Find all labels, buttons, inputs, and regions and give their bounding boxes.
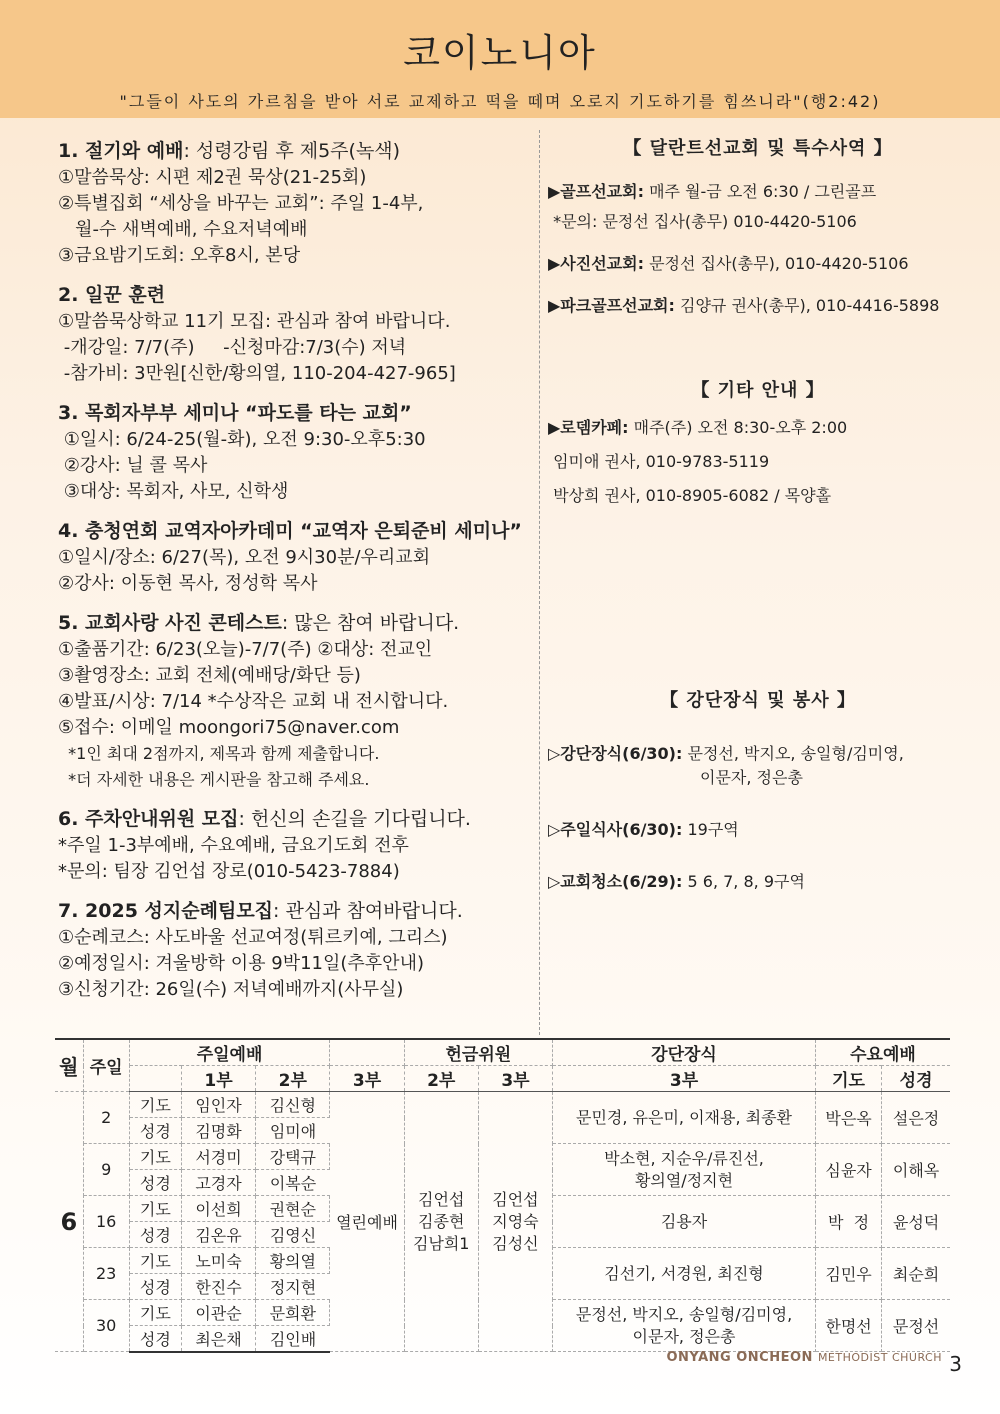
heading-title: 1. 절기와 예배 — [58, 140, 184, 162]
sunday-duty-cell: 최은채 — [181, 1326, 255, 1352]
announcement-line: ③대상: 목회자, 사모, 신학생 — [58, 481, 289, 502]
week-cell: 2 — [83, 1092, 129, 1144]
page-title: 코이노니아 — [403, 31, 597, 75]
announcement-heading — [58, 610, 538, 637]
announcement-line: ②특별집회 “세상을 바꾸는 교회”: 주일 1-4부, — [58, 193, 424, 214]
ministry-item — [548, 818, 968, 842]
ministry-label: ▷강단장식(6/30): — [548, 744, 683, 763]
header-2bu: 2부 — [256, 1066, 330, 1092]
heading-title: 3. 목회자부부 세미나 “파도를 타는 교회” — [58, 402, 412, 424]
offering-2bu-cell: 김언섭 김종현 김남희1 — [404, 1092, 478, 1352]
announcement-section — [58, 518, 538, 597]
heading-title: 5. 교회사랑 사진 콘테스트 — [58, 612, 282, 634]
column-divider — [539, 130, 540, 1035]
ministry-column — [548, 130, 968, 902]
sunday-duty-cell: 김영신 — [256, 1222, 330, 1248]
announcement-section — [58, 898, 538, 1003]
week-cell: 9 — [83, 1144, 129, 1196]
announcement-line: -참가비: 3만원[신한/황의열, 110-204-427-965] — [58, 363, 456, 384]
wed-prayer-cell: 한명선 — [815, 1300, 881, 1352]
sunday-duty-cell: 임인자 — [181, 1092, 255, 1118]
ministry-text: 문정선, 박지오, 송일형/김미영, — [682, 744, 904, 763]
announcement-section — [58, 400, 538, 505]
announcement-section — [58, 806, 538, 885]
sunday-duty-cell: 기도 — [129, 1300, 181, 1326]
sunday-duty-cell: 이복순 — [256, 1170, 330, 1196]
sunday-duty-cell: 성경 — [129, 1222, 181, 1248]
ministry-item — [548, 742, 968, 790]
sunday-duty-cell: 기도 — [129, 1092, 181, 1118]
ministry-item — [548, 252, 968, 276]
ministry-item — [548, 870, 968, 894]
ministry-item — [548, 210, 968, 234]
ministry-label: ▶로뎀카페: — [548, 418, 629, 437]
sunday-duty-cell: 성경 — [129, 1170, 181, 1196]
altar-cell: 김용자 — [553, 1196, 816, 1248]
wed-bible-cell: 문정선 — [882, 1300, 950, 1352]
header-banner — [0, 0, 1000, 118]
announcement-line: ②예정일시: 겨울방학 이용 9박11일(추후안내) — [58, 953, 424, 974]
announcement-section — [58, 610, 538, 793]
ministry-label: ▶파크골프선교회: — [548, 296, 675, 315]
header-altar-3bu: 3부 — [553, 1066, 816, 1092]
wed-bible-cell: 설은정 — [882, 1092, 950, 1144]
altar-cell: 문정선, 박지오, 송일형/김미영, 이문자, 정은총 — [553, 1300, 816, 1352]
announcement-line: ①일시/장소: 6/27(목), 오전 9시30분/우리교회 — [58, 547, 431, 568]
header-offering-3bu: 3부 — [478, 1066, 552, 1092]
altar-cell: 김선기, 서경원, 최진형 — [553, 1248, 816, 1300]
announcement-line: ②강사: 이동현 목사, 정성학 목사 — [58, 573, 318, 594]
header-verse: "그들이 사도의 가르침을 받아 서로 교제하고 떡을 떼며 오로지 기도하기를 힘쓰니라"(행2:42) — [119, 92, 881, 111]
sunday-duty-cell: 이선희 — [181, 1196, 255, 1222]
sunday-duty-cell: 기도 — [129, 1196, 181, 1222]
announcement-heading — [58, 282, 538, 309]
brand-sub: METHODIST CHURCH — [817, 1351, 942, 1364]
header-blank — [129, 1066, 181, 1092]
ministry-text: 매주(주) 오전 8:30-오후 2:00 — [628, 418, 848, 437]
announcement-line: 월-수 새벽예배, 수요저녁예배 — [58, 219, 308, 240]
header-altar: 강단장식 — [553, 1039, 816, 1066]
announcement-section — [58, 282, 538, 387]
announcement-heading — [58, 518, 538, 545]
ministry-text: 임미애 권사, 010-9783-5119 — [548, 452, 770, 471]
wed-bible-cell: 최순희 — [882, 1248, 950, 1300]
heading-subtitle: : 관심과 참여바랍니다. — [273, 900, 463, 922]
announcement-section — [58, 138, 538, 269]
sunday-duty-cell: 강택규 — [256, 1144, 330, 1170]
header-sunday-worship: 주일예배 — [129, 1039, 330, 1066]
announcements-column — [58, 138, 538, 1016]
ministry-item — [548, 180, 968, 204]
sunday-duty-cell: 성경 — [129, 1118, 181, 1144]
wed-prayer-cell: 심윤자 — [815, 1144, 881, 1196]
heading-subtitle: : 많은 참여 바랍니다. — [281, 612, 460, 634]
offering-3bu-cell: 김언섭 지영숙 김성신 — [478, 1092, 552, 1352]
other-info-heading: 【 기타 안내 】 — [691, 380, 825, 401]
ministry-text: 문정선 집사(총무), 010-4420-5106 — [643, 254, 909, 273]
announcement-line: ①일시: 6/24-25(월-화), 오전 9:30-오후5:30 — [58, 429, 426, 450]
ministry-label: ▷교회청소(6/29): — [548, 872, 683, 891]
header-week: 주일 — [83, 1039, 129, 1092]
announcement-heading — [58, 898, 538, 925]
sunday-duty-cell: 정지현 — [256, 1274, 330, 1300]
ministry-label: ▷주일식사(6/30): — [548, 820, 683, 839]
brand-main: ONYANG ONCHEON — [666, 1350, 813, 1365]
sunday-duty-cell: 노미숙 — [181, 1248, 255, 1274]
sunday-duty-cell: 김인배 — [256, 1326, 330, 1352]
header-month: 월 — [55, 1039, 83, 1092]
sunday-duty-cell: 문희환 — [256, 1300, 330, 1326]
announcement-line: *주일 1-3부예배, 수요예배, 금요기도회 전후 — [58, 835, 409, 856]
wed-bible-cell: 윤성덕 — [882, 1196, 950, 1248]
header-offering: 헌금위원 — [404, 1039, 552, 1066]
sunday-duty-cell: 김온유 — [181, 1222, 255, 1248]
announcement-line: *1인 최대 2점까지, 제목과 함께 제출합니다. — [58, 744, 380, 763]
announcement-line: ④발표/시상: 7/14 *수상작은 교회 내 전시합니다. — [58, 691, 449, 712]
announcement-line: ①출품기간: 6/23(오늘)-7/7(주) ②대상: 전교인 — [58, 639, 433, 660]
ministry-label: ▶골프선교회: — [548, 182, 644, 201]
ministry-text: 김양규 권사(총무), 010-4416-5898 — [674, 296, 940, 315]
ministry-text: 19구역 — [682, 820, 739, 839]
sunday-duty-cell: 황의열 — [256, 1248, 330, 1274]
table-row — [55, 1092, 950, 1118]
altar-service-heading: 【 강단장식 및 봉사 】 — [660, 690, 856, 711]
header-wednesday: 수요예배 — [815, 1039, 950, 1066]
ministry-item — [548, 484, 968, 508]
sunday-duty-cell: 서경미 — [181, 1144, 255, 1170]
announcement-line: *더 자세한 내용은 게시판을 참고해 주세요. — [58, 770, 370, 789]
ministry-text: 매주 월-금 오전 6:30 / 그린골프 — [643, 182, 877, 201]
sunday-duty-cell: 김명화 — [181, 1118, 255, 1144]
altar-cell: 문민경, 유은미, 이재용, 최종환 — [553, 1092, 816, 1144]
announcement-line: ②강사: 닐 콜 목사 — [58, 455, 208, 476]
sunday-duty-cell: 성경 — [129, 1274, 181, 1300]
ministry-text: 박상희 권사, 010-8905-6082 / 목양홀 — [548, 486, 832, 505]
heading-title: 2. 일꾼 훈련 — [58, 284, 166, 306]
sunday-duty-cell: 성경 — [129, 1326, 181, 1352]
sunday-duty-cell: 고경자 — [181, 1170, 255, 1196]
third-service-cell: 열린예배 — [330, 1092, 404, 1352]
announcement-line: -개강일: 7/7(주) -신청마감:7/3(수) 저녁 — [58, 337, 407, 358]
announcement-line: ③촬영장소: 교회 전체(예배당/화단 등) — [58, 665, 361, 686]
announcement-line: *문의: 팀장 김언섭 장로(010-5423-7884) — [58, 861, 400, 882]
header-offering-2bu: 2부 — [404, 1066, 478, 1092]
header-prayer: 기도 — [815, 1066, 881, 1092]
wed-bible-cell: 이해옥 — [882, 1144, 950, 1196]
church-brand — [667, 1350, 943, 1365]
header-blank — [330, 1039, 404, 1066]
announcement-line: ①말씀묵상학교 11기 모집: 관심과 참여 바랍니다. — [58, 311, 451, 332]
week-cell: 16 — [83, 1196, 129, 1248]
sunday-duty-cell: 김신형 — [256, 1092, 330, 1118]
month-cell: 6 — [55, 1092, 83, 1352]
announcement-line: ③신청기간: 26일(수) 저녁예배까지(사무실) — [58, 979, 404, 1000]
announcement-heading — [58, 138, 538, 165]
announcement-line: ①순례코스: 사도바울 선교여정(튀르키예, 그리스) — [58, 927, 448, 948]
schedule-table — [55, 1038, 950, 1353]
week-cell: 30 — [83, 1300, 129, 1352]
heading-subtitle: : 성령강림 후 제5주(녹색) — [183, 140, 401, 162]
sunday-duty-cell: 이관순 — [181, 1300, 255, 1326]
ministry-text-cont: 이문자, 정은총 — [700, 768, 803, 787]
announcement-heading — [58, 400, 538, 427]
announcement-heading — [58, 806, 538, 833]
sunday-duty-cell: 기도 — [129, 1144, 181, 1170]
wed-prayer-cell: 박 정 — [815, 1196, 881, 1248]
announcement-line: ③금요밤기도회: 오후8시, 본당 — [58, 245, 301, 266]
ministry-label: ▶사진선교회: — [548, 254, 644, 273]
ministry-item — [548, 450, 968, 474]
heading-title: 6. 주차안내위원 모집 — [58, 808, 239, 830]
header-1bu: 1부 — [181, 1066, 255, 1092]
ministry-text: *문의: 문정선 집사(총무) 010-4420-5106 — [548, 212, 857, 231]
announcement-line: ①말씀묵상: 시편 제2권 묵상(21-25회) — [58, 167, 367, 188]
heading-title: 4. 충청연회 교역자아카데미 “교역자 은퇴준비 세미나” — [58, 520, 522, 542]
sunday-duty-cell: 한진수 — [181, 1274, 255, 1300]
wed-prayer-cell: 박은옥 — [815, 1092, 881, 1144]
altar-cell: 박소현, 지순우/류진선, 황의열/정지현 — [553, 1144, 816, 1196]
header-bible: 성경 — [882, 1066, 950, 1092]
heading-title: 7. 2025 성지순례팀모집 — [58, 900, 274, 922]
talent-ministry-heading: 【 달란트선교회 및 특수사역 】 — [623, 138, 893, 159]
announcement-line: ⑤접수: 이메일 moongori75@naver.com — [58, 717, 400, 738]
week-cell: 23 — [83, 1248, 129, 1300]
ministry-item — [548, 416, 968, 440]
header-3bu: 3부 — [330, 1066, 404, 1092]
wed-prayer-cell: 김민우 — [815, 1248, 881, 1300]
sunday-duty-cell: 권현순 — [256, 1196, 330, 1222]
heading-subtitle: : 헌신의 손길을 기다립니다. — [238, 808, 471, 830]
sunday-duty-cell: 임미애 — [256, 1118, 330, 1144]
page-number: 3 — [949, 1352, 962, 1376]
sunday-duty-cell: 기도 — [129, 1248, 181, 1274]
ministry-text: 5 6, 7, 8, 9구역 — [682, 872, 805, 891]
ministry-item — [548, 294, 968, 318]
